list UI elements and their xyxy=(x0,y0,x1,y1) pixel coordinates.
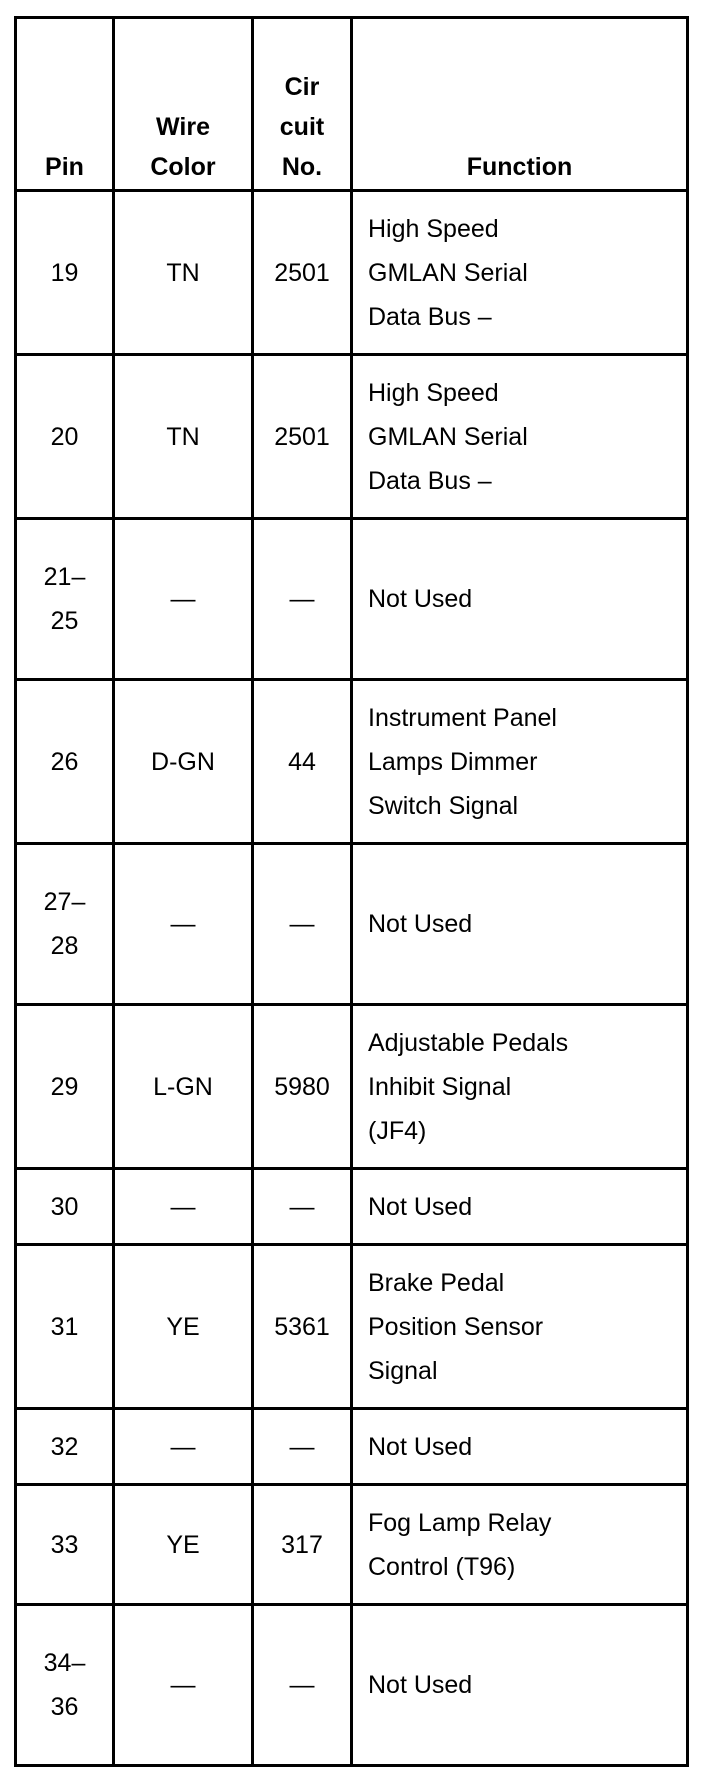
circuit-cell: 317 xyxy=(253,1485,352,1605)
function-line: Brake Pedal xyxy=(368,1268,505,1297)
table-row xyxy=(16,1245,688,1409)
header-circuit-line: No. xyxy=(281,153,323,181)
table-header xyxy=(16,18,688,191)
function-line: High Speed xyxy=(368,214,499,243)
connector-pinout-table xyxy=(14,16,689,1767)
function-line: Switch Signal xyxy=(368,791,519,820)
pin-value: 30 xyxy=(50,1192,79,1221)
function-line: Inhibit Signal xyxy=(368,1072,512,1101)
function-line: Lamps Dimmer xyxy=(368,747,538,776)
function-line: Data Bus – xyxy=(368,302,492,331)
header-function-line: Function xyxy=(466,153,573,181)
header-wire-color-line: Wire xyxy=(156,113,210,141)
header-wire-color xyxy=(114,18,253,191)
circuit-cell: 2501 xyxy=(253,191,352,355)
table-row xyxy=(16,844,688,1005)
table-row xyxy=(16,1485,688,1605)
function-line: Not Used xyxy=(368,585,473,613)
table-row xyxy=(16,1005,688,1169)
pin-value: 19 xyxy=(50,258,79,287)
pin-value: 21– xyxy=(43,563,86,591)
function-cell xyxy=(352,844,688,1005)
pin-cell xyxy=(16,1409,114,1485)
pin-cell xyxy=(16,844,114,1005)
table-row xyxy=(16,680,688,844)
function-cell xyxy=(352,355,688,519)
circuit-cell: — xyxy=(253,1169,352,1245)
header-row xyxy=(16,18,688,191)
circuit-cell: — xyxy=(253,519,352,680)
function-cell xyxy=(352,191,688,355)
function-line: Adjustable Pedals xyxy=(368,1028,569,1057)
function-cell xyxy=(352,680,688,844)
pin-cell xyxy=(16,191,114,355)
table-row xyxy=(16,1409,688,1485)
circuit-cell: — xyxy=(253,1605,352,1766)
wire-color-cell: — xyxy=(114,1605,253,1766)
pin-value: 31 xyxy=(50,1312,79,1341)
function-cell xyxy=(352,519,688,680)
circuit-cell: 44 xyxy=(253,680,352,844)
wire-color-cell: — xyxy=(114,1169,253,1245)
circuit-cell: 5361 xyxy=(253,1245,352,1409)
wire-color-cell: YE xyxy=(114,1245,253,1409)
wire-color-cell: TN xyxy=(114,191,253,355)
function-cell xyxy=(352,1485,688,1605)
pin-value: 29 xyxy=(50,1072,79,1101)
pin-cell xyxy=(16,1605,114,1766)
table-row xyxy=(16,355,688,519)
function-cell xyxy=(352,1245,688,1409)
function-cell xyxy=(352,1409,688,1485)
circuit-cell: 5980 xyxy=(253,1005,352,1169)
table-row xyxy=(16,191,688,355)
wire-color-cell: — xyxy=(114,519,253,680)
table-body xyxy=(16,191,688,1766)
header-circuit-no xyxy=(253,18,352,191)
pin-cell xyxy=(16,680,114,844)
table-row xyxy=(16,519,688,680)
table-row xyxy=(16,1605,688,1766)
function-line: Position Sensor xyxy=(368,1312,544,1341)
wire-color-cell: YE xyxy=(114,1485,253,1605)
function-line: GMLAN Serial xyxy=(368,422,528,451)
pin-cell xyxy=(16,1245,114,1409)
wire-color-cell: TN xyxy=(114,355,253,519)
function-line: Signal xyxy=(368,1356,438,1385)
pin-value: 28 xyxy=(50,932,79,960)
pin-value: 32 xyxy=(50,1432,79,1461)
function-line: Data Bus – xyxy=(368,466,492,495)
header-pin-line: Pin xyxy=(45,153,84,181)
header-pin xyxy=(16,18,114,191)
pin-value: 33 xyxy=(50,1530,79,1559)
circuit-cell: 2501 xyxy=(253,355,352,519)
pin-cell xyxy=(16,1005,114,1169)
function-line: (JF4) xyxy=(368,1116,427,1145)
pin-value: 36 xyxy=(50,1693,79,1721)
table-row xyxy=(16,1169,688,1245)
pin-cell xyxy=(16,1485,114,1605)
function-line: High Speed xyxy=(368,378,499,407)
function-line: Not Used xyxy=(368,1192,473,1221)
pin-value: 34– xyxy=(43,1649,86,1677)
function-line: Control (T96) xyxy=(368,1552,516,1581)
function-line: GMLAN Serial xyxy=(368,258,528,287)
pin-value: 27– xyxy=(43,888,86,916)
pin-value: 20 xyxy=(50,422,79,451)
header-function xyxy=(352,18,688,191)
header-circuit-line: Cir xyxy=(284,73,320,101)
pin-cell xyxy=(16,519,114,680)
header-circuit-line: cuit xyxy=(279,113,325,141)
circuit-cell: — xyxy=(253,1409,352,1485)
pin-value: 26 xyxy=(50,747,79,776)
circuit-cell: — xyxy=(253,844,352,1005)
function-cell xyxy=(352,1005,688,1169)
wire-color-cell: D-GN xyxy=(114,680,253,844)
function-cell xyxy=(352,1605,688,1766)
function-line: Instrument Panel xyxy=(368,703,557,732)
pin-cell xyxy=(16,1169,114,1245)
function-line: Fog Lamp Relay xyxy=(368,1508,552,1537)
pin-value: 25 xyxy=(50,607,79,635)
function-cell xyxy=(352,1169,688,1245)
wire-color-cell: L-GN xyxy=(114,1005,253,1169)
function-line: Not Used xyxy=(368,1671,473,1699)
function-line: Not Used xyxy=(368,910,473,938)
pin-cell xyxy=(16,355,114,519)
header-wire-color-line: Color xyxy=(150,153,216,181)
function-line: Not Used xyxy=(368,1432,473,1461)
wire-color-cell: — xyxy=(114,1409,253,1485)
wire-color-cell: — xyxy=(114,844,253,1005)
